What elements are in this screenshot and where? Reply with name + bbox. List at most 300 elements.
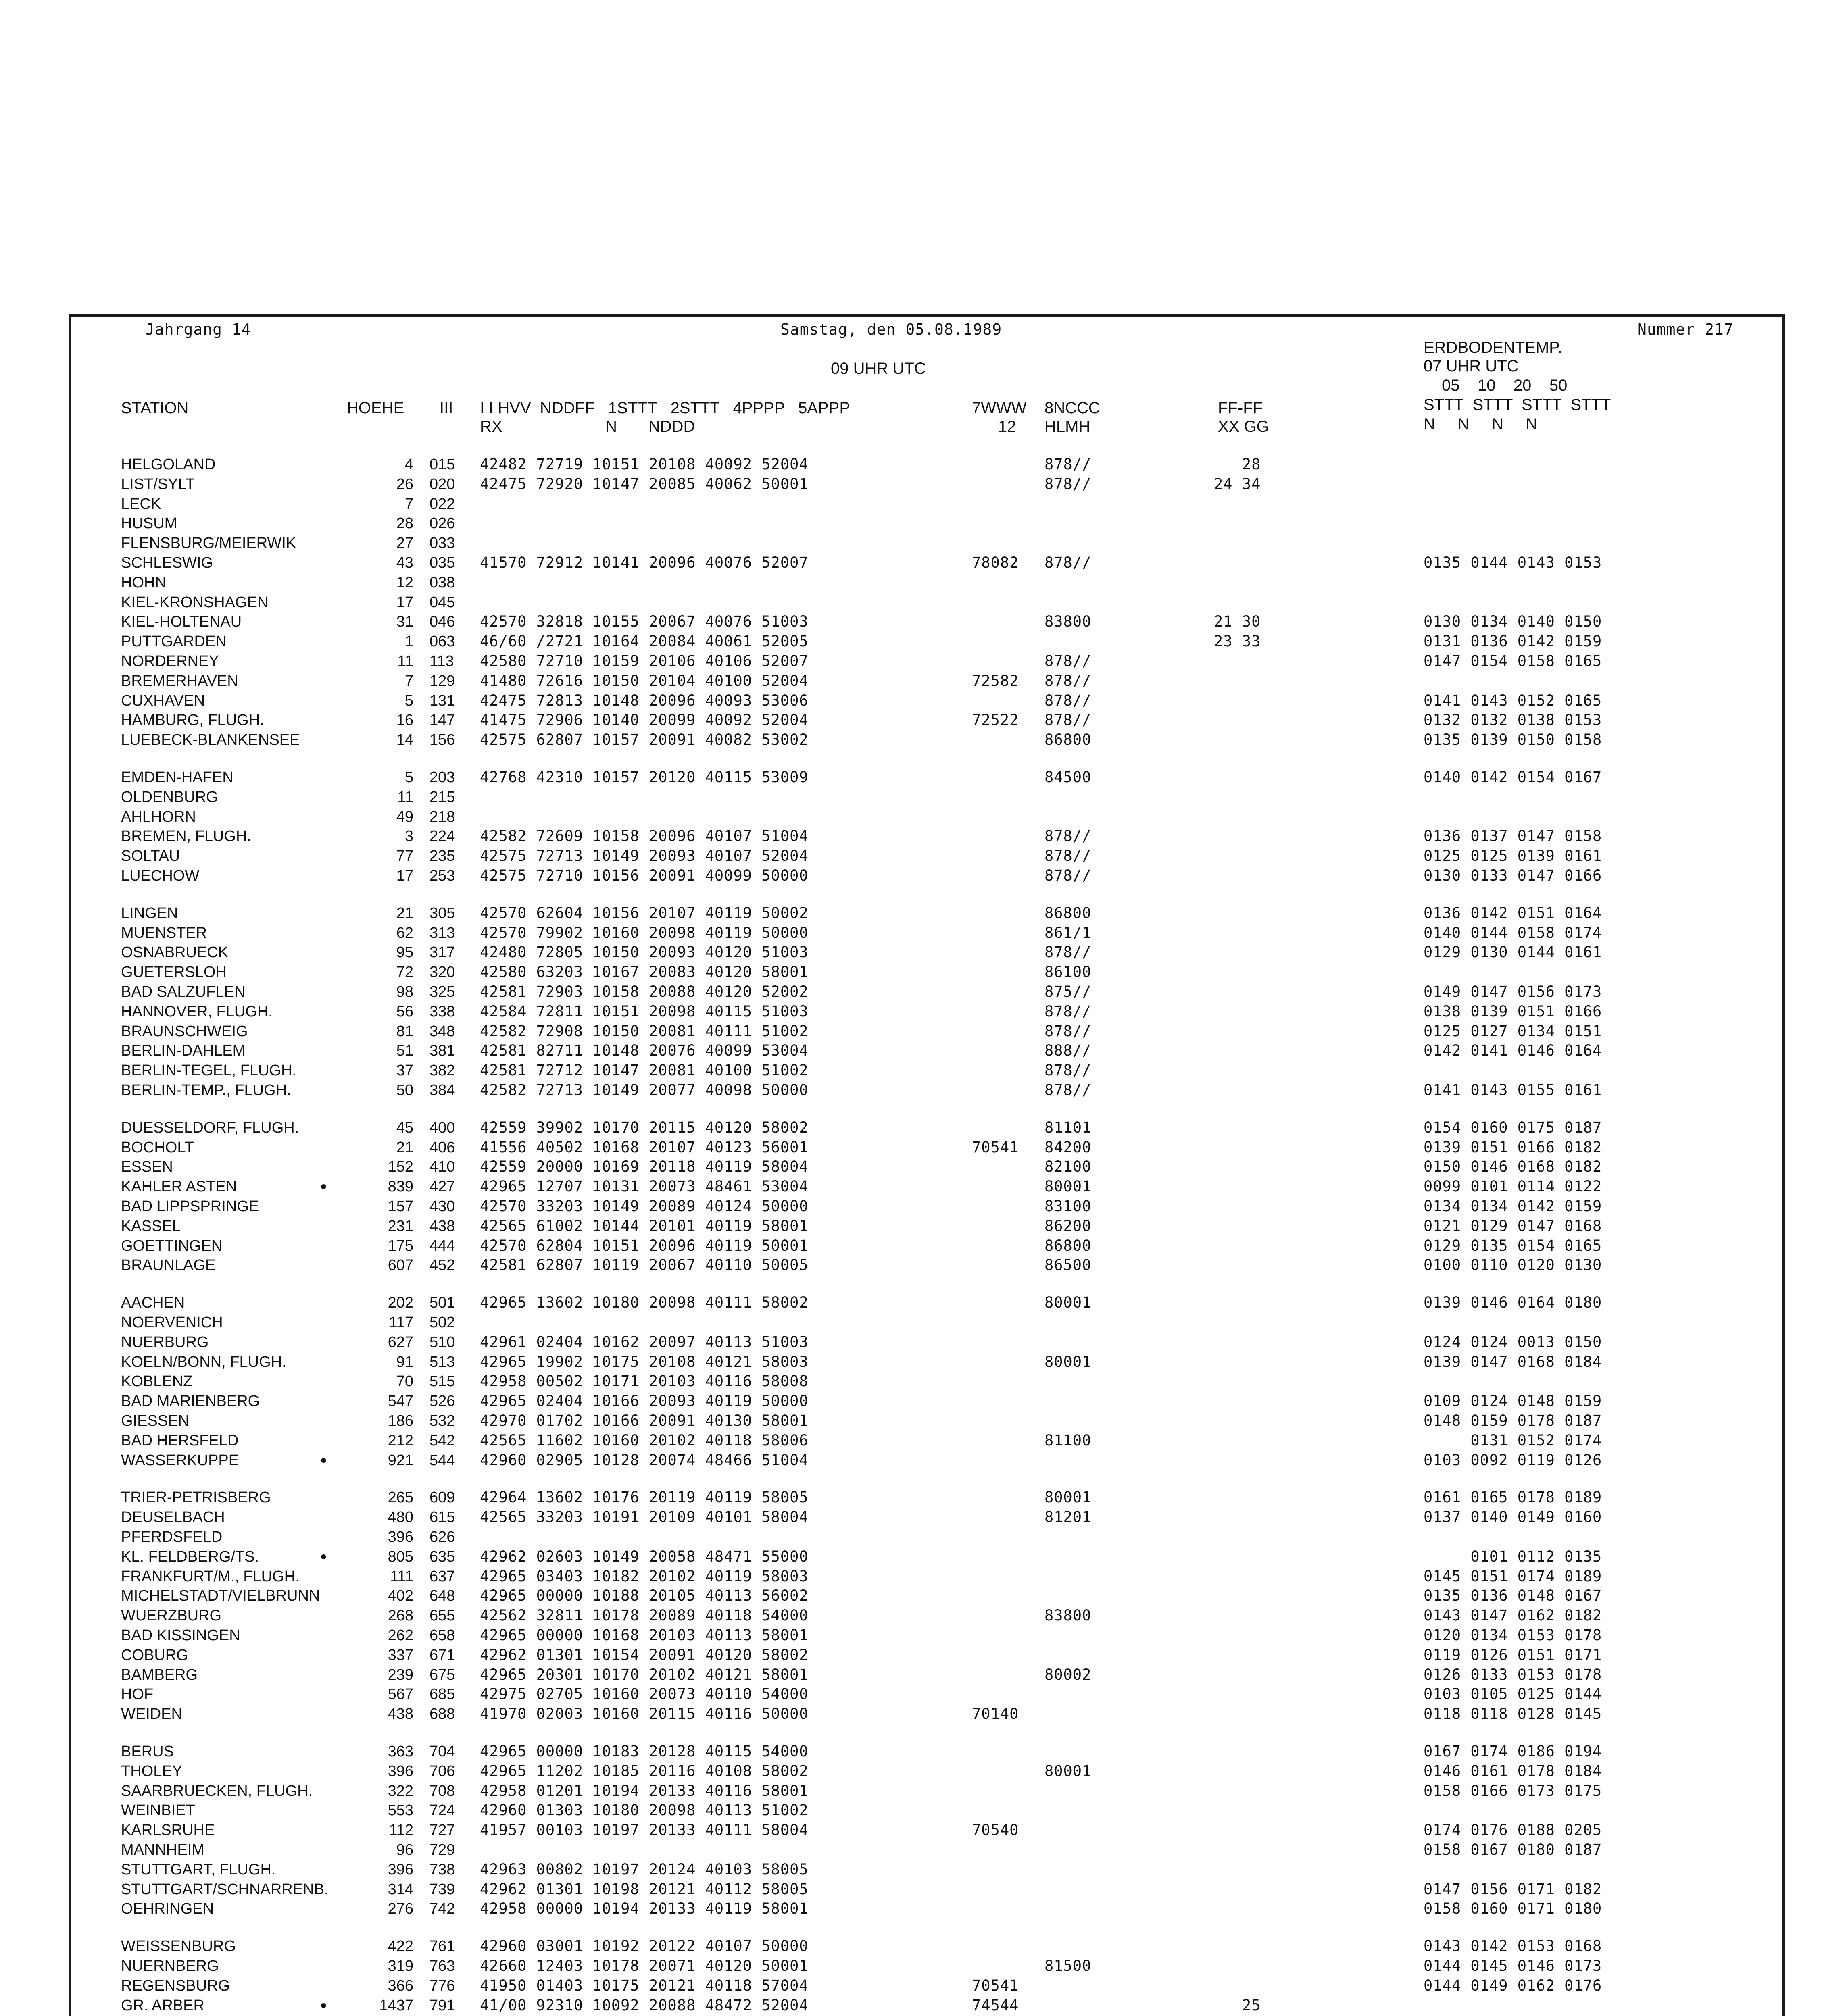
table-row — [0, 671, 1845, 691]
station-name: LUEBECK-BLANKENSEE — [121, 731, 300, 749]
station-index: 430 — [429, 1198, 455, 1215]
soil-temperatures: 0132 0132 0138 0153 — [1424, 711, 1602, 729]
cloud-group: 80001 — [1044, 1178, 1092, 1195]
station-index: 688 — [429, 1706, 455, 1723]
soil-temperatures: 0137 0140 0149 0160 — [1424, 1508, 1602, 1526]
station-name: LIST/SYLT — [121, 475, 195, 493]
synop-groups: 42582 72609 10158 20096 40107 51004 — [480, 827, 809, 845]
soil-temperatures: 0125 0127 0134 0151 — [1424, 1022, 1602, 1040]
station-index: 452 — [429, 1257, 455, 1274]
station-index: 626 — [429, 1529, 455, 1545]
station-height: 3 — [404, 828, 413, 845]
station-index: 015 — [429, 456, 455, 473]
station-height: 607 — [388, 1257, 413, 1274]
station-height: 111 — [390, 1568, 413, 1585]
synop-groups: 42565 33203 10191 20109 40101 58004 — [480, 1508, 809, 1526]
station-name: WEIDEN — [121, 1706, 182, 1723]
soil-temp-title: ERDBODENTEMP. — [1424, 339, 1562, 356]
cloud-group: 80001 — [1044, 1489, 1092, 1506]
table-row — [0, 475, 1845, 494]
synop-groups: 42570 32818 10155 20067 40076 51003 — [480, 613, 809, 631]
station-index: 400 — [429, 1119, 455, 1136]
synop-groups: 42660 12403 10178 20071 40120 50001 — [480, 1957, 809, 1974]
station-name: HOF — [121, 1686, 154, 1703]
mountain-station-marker: • — [321, 1450, 327, 1470]
station-name: COBURG — [121, 1646, 188, 1664]
station-index: 113 — [429, 653, 454, 670]
mountain-station-marker: • — [321, 1995, 327, 2015]
mountain-station-marker: • — [321, 1547, 327, 1566]
synop-groups: 41970 02003 10160 20115 40116 50000 — [480, 1705, 809, 1723]
station-height: 112 — [389, 1822, 413, 1839]
station-index: 742 — [429, 1900, 455, 1918]
station-height: 45 — [396, 1119, 413, 1136]
soil-temperatures: 0131 0136 0142 0159 — [1424, 633, 1602, 650]
weather-group: 70540 — [972, 1821, 1019, 1839]
station-name: TRIER-PETRISBERG — [121, 1489, 271, 1506]
table-row — [0, 1860, 1845, 1879]
soil-temperatures: 0140 0144 0158 0174 — [1424, 924, 1602, 941]
station-name: OLDENBURG — [121, 788, 218, 806]
table-row — [0, 1197, 1845, 1216]
col-ff: FF-FF — [1218, 399, 1263, 417]
synop-groups: 42965 13602 10180 20098 40111 58002 — [480, 1294, 809, 1312]
station-index: 513 — [429, 1353, 455, 1370]
station-height: 95 — [396, 944, 413, 961]
synop-groups: 42570 62604 10156 20107 40119 50002 — [480, 904, 809, 922]
station-height: 7 — [404, 672, 413, 689]
synop-groups: 42960 01303 10180 20098 40113 51002 — [480, 1801, 809, 1819]
table-row — [0, 1352, 1845, 1372]
station-height: 262 — [388, 1627, 413, 1644]
station-index: 708 — [429, 1782, 455, 1799]
station-height: 268 — [388, 1607, 413, 1624]
station-index: 381 — [429, 1042, 455, 1060]
soil-temperatures: 0138 0139 0151 0166 — [1424, 1002, 1602, 1020]
synop-groups: 42580 63203 10167 20083 40120 58001 — [480, 963, 809, 981]
station-name: HAMBURG, FLUGH. — [121, 712, 264, 729]
station-name: OSNABRUECK — [121, 944, 229, 961]
synop-groups: 42475 72813 10148 20096 40093 53006 — [480, 691, 809, 709]
station-index: 444 — [429, 1237, 455, 1254]
soil-temperatures: 0100 0110 0120 0130 — [1424, 1256, 1602, 1274]
soil-temperatures: 0161 0165 0178 0189 — [1424, 1489, 1602, 1506]
station-height: 402 — [388, 1587, 413, 1605]
station-height: 28 — [396, 515, 413, 532]
cloud-group: 81500 — [1044, 1957, 1092, 1974]
station-index: 515 — [429, 1373, 455, 1390]
station-height: 422 — [388, 1938, 413, 1955]
station-height: 1437 — [379, 1997, 413, 2014]
station-index: 763 — [429, 1958, 455, 1974]
synop-groups: 42580 72710 10159 20106 40106 52007 — [480, 652, 809, 670]
station-index: 706 — [429, 1762, 455, 1780]
station-name: BAD KISSINGEN — [121, 1627, 240, 1644]
station-index: 305 — [429, 904, 455, 922]
station-index: 046 — [429, 613, 455, 631]
cloud-group: 878// — [1044, 475, 1092, 493]
soil-temperatures: 0149 0147 0156 0173 — [1424, 983, 1602, 1000]
station-height: 12 — [396, 574, 413, 591]
station-height: 31 — [396, 613, 413, 631]
station-height: 14 — [396, 731, 413, 749]
table-row — [0, 1293, 1845, 1312]
synop-groups: 42965 20301 10170 20102 40121 58001 — [480, 1666, 809, 1683]
cloud-group: 861/1 — [1044, 924, 1092, 941]
synop-groups: 42565 11602 10160 20102 40118 58006 — [480, 1431, 809, 1449]
soil-temperatures: 0130 0134 0140 0150 — [1424, 613, 1602, 631]
synop-groups: 42965 00000 10188 20105 40113 56002 — [480, 1587, 809, 1605]
station-height: 438 — [388, 1706, 413, 1723]
table-row — [0, 632, 1845, 651]
synop-groups: 42962 01301 10198 20121 40112 58005 — [480, 1880, 809, 1898]
table-row — [0, 982, 1845, 1002]
cloud-group: 80001 — [1044, 1762, 1092, 1780]
table-row — [0, 866, 1845, 885]
station-name: MICHELSTADT/VIELBRUNN — [121, 1587, 320, 1605]
table-row — [0, 1547, 1845, 1566]
weather-group: 78082 — [972, 554, 1019, 571]
station-index: 727 — [429, 1822, 455, 1839]
station-height: 567 — [388, 1686, 413, 1703]
station-height: 37 — [396, 1062, 413, 1079]
soil-temperatures: 0135 0139 0150 0158 — [1424, 731, 1602, 749]
table-row — [0, 1256, 1845, 1275]
station-index: 022 — [429, 495, 455, 512]
soil-temperatures: 0147 0156 0171 0182 — [1424, 1880, 1602, 1898]
table-row — [0, 1157, 1845, 1177]
station-name: BRAUNLAGE — [121, 1257, 216, 1274]
station-name: NUERBURG — [121, 1333, 209, 1351]
weather-group: 70140 — [972, 1705, 1019, 1723]
station-height: 17 — [396, 867, 413, 884]
soil-temperatures: 0101 0112 0135 — [1424, 1547, 1602, 1565]
table-row — [0, 710, 1845, 730]
synop-groups: 42768 42310 10157 20120 40115 53009 — [480, 768, 809, 786]
station-index: 739 — [429, 1881, 455, 1898]
station-name: BAD HERSFELD — [121, 1432, 239, 1449]
station-height: 5 — [404, 692, 413, 709]
table-row — [0, 652, 1845, 671]
synop-groups: 42965 19902 10175 20108 40121 58003 — [480, 1353, 809, 1370]
soil-temperatures: 0121 0129 0147 0168 — [1424, 1217, 1602, 1235]
synop-groups: 42582 72713 10149 20077 40098 50000 — [480, 1081, 809, 1099]
station-height: 322 — [388, 1782, 413, 1799]
table-row — [0, 1451, 1845, 1470]
synop-groups: 42565 61002 10144 20101 40119 58001 — [480, 1217, 809, 1235]
synop-groups: 42965 00000 10168 20103 40113 58001 — [480, 1627, 809, 1644]
table-row — [0, 573, 1845, 592]
station-height: 319 — [388, 1958, 413, 1974]
station-name: WASSERKUPPE — [121, 1452, 239, 1469]
station-height: 4 — [404, 456, 413, 473]
soil-temperatures: 0139 0146 0164 0180 — [1424, 1294, 1602, 1312]
station-index: 224 — [429, 828, 455, 845]
station-name: SOLTAU — [121, 848, 180, 865]
soil-temp-depths: 05 10 20 50 — [1442, 377, 1568, 394]
synop-groups: 42575 72713 10149 20093 40107 52004 — [480, 847, 809, 865]
station-height: 5 — [404, 769, 413, 786]
station-height: 49 — [396, 808, 413, 825]
soil-temperatures: 0136 0137 0147 0158 — [1424, 827, 1602, 845]
station-height: 805 — [388, 1548, 413, 1565]
soil-temperatures: 0167 0174 0186 0194 — [1424, 1743, 1602, 1760]
synop-groups: 42581 82711 10148 20076 40099 53004 — [480, 1042, 809, 1060]
station-index: 542 — [429, 1432, 455, 1449]
synop-groups: 42970 01702 10166 20091 40130 58001 — [480, 1412, 809, 1429]
station-name: DUESSELDORF, FLUGH. — [121, 1119, 299, 1136]
soil-temp-time: 07 UHR UTC — [1424, 357, 1519, 375]
station-name: LUECHOW — [121, 867, 200, 884]
synop-groups: 42559 20000 10169 20118 40119 58004 — [480, 1158, 809, 1176]
station-index: 325 — [429, 983, 455, 1000]
volume-label: Jahrgang 14 — [145, 321, 251, 338]
station-height: 96 — [396, 1841, 413, 1858]
station-index: 235 — [429, 848, 455, 865]
cloud-group: 80002 — [1044, 1666, 1092, 1683]
table-row — [0, 593, 1845, 612]
station-index: 501 — [429, 1294, 455, 1312]
col-iii: III — [440, 399, 453, 417]
synop-groups: 42562 32811 10178 20089 40118 54000 — [480, 1607, 809, 1624]
station-height: 480 — [388, 1509, 413, 1526]
soil-temperatures: 0150 0146 0168 0182 — [1424, 1158, 1602, 1176]
station-name: KOELN/BONN, FLUGH. — [121, 1353, 286, 1370]
col-synop: I I HVV NDDFF 1STTT 2STTT 4PPPP 5APPP — [480, 399, 851, 417]
gust-group: 25 — [1214, 1996, 1261, 2014]
station-name: GIESSEN — [121, 1412, 189, 1429]
synop-groups: 42961 02404 10162 20097 40113 51003 — [480, 1333, 809, 1351]
station-height: 157 — [388, 1198, 413, 1215]
soil-temperatures: 0146 0161 0178 0184 — [1424, 1762, 1602, 1780]
synop-groups: 42965 00000 10183 20128 40115 54000 — [480, 1743, 809, 1760]
col-synop-sub: RX N NDDD — [480, 418, 695, 435]
station-name: KIEL-HOLTENAU — [121, 613, 242, 631]
table-row — [0, 1586, 1845, 1606]
table-row — [0, 787, 1845, 807]
synop-groups: 42962 01301 10154 20091 40120 58002 — [480, 1646, 809, 1664]
table-row — [0, 1313, 1845, 1332]
station-name: PFERDSFELD — [121, 1529, 223, 1545]
synop-groups: 42570 62804 10151 20096 40119 50001 — [480, 1237, 809, 1254]
synop-groups: 41480 72616 10150 20104 40100 52004 — [480, 672, 809, 689]
station-name: THOLEY — [121, 1762, 183, 1780]
cloud-group: 878// — [1044, 1002, 1092, 1020]
table-row — [0, 1567, 1845, 1586]
soil-temperatures: 0154 0160 0175 0187 — [1424, 1118, 1602, 1136]
observation-time: 09 UHR UTC — [831, 360, 926, 377]
station-name: BREMERHAVEN — [121, 672, 238, 689]
table-row — [0, 1372, 1845, 1391]
cloud-group: 82100 — [1044, 1158, 1092, 1176]
synop-groups: 41556 40502 10168 20107 40123 56001 — [480, 1138, 809, 1156]
station-height: 11 — [397, 653, 413, 670]
station-height: 396 — [388, 1529, 413, 1545]
station-index: 526 — [429, 1393, 455, 1410]
station-index: 129 — [429, 672, 455, 689]
station-name: BAD LIPPSPRINGE — [121, 1198, 259, 1215]
station-name: PUTTGARDEN — [121, 633, 227, 650]
station-name: NUERNBERG — [121, 1958, 219, 1974]
station-index: 510 — [429, 1333, 455, 1351]
station-height: 51 — [396, 1042, 413, 1060]
col-7www: 7WWW — [972, 399, 1027, 417]
station-name: HOHN — [121, 574, 166, 591]
table-row — [0, 1002, 1845, 1021]
table-row — [0, 768, 1845, 787]
station-index: 410 — [429, 1158, 455, 1176]
table-row — [0, 904, 1845, 923]
table-row — [0, 1236, 1845, 1256]
issue-number: Nummer 217 — [1637, 321, 1734, 338]
soil-temperatures: 0118 0118 0128 0145 — [1424, 1705, 1602, 1723]
station-height: 21 — [396, 1139, 413, 1156]
station-index: 502 — [429, 1314, 455, 1331]
table-row — [0, 1081, 1845, 1100]
table-row — [0, 923, 1845, 943]
station-name: EMDEN-HAFEN — [121, 769, 233, 786]
col-soil: STTT STTT STTT STTT — [1424, 396, 1611, 414]
station-name: KIEL-KRONSHAGEN — [121, 594, 269, 611]
gust-group: 24 34 — [1214, 475, 1261, 493]
cloud-group: 878// — [1044, 652, 1092, 670]
station-height: 627 — [388, 1333, 413, 1351]
station-index: 020 — [429, 475, 455, 493]
station-height: 921 — [388, 1452, 413, 1469]
soil-temperatures: 0145 0151 0174 0189 — [1424, 1567, 1602, 1585]
synop-groups: 41/00 92310 10092 20088 48472 52004 — [480, 1996, 809, 2014]
station-name: NOERVENICH — [121, 1314, 223, 1331]
soil-temperatures: 0134 0134 0142 0159 — [1424, 1198, 1602, 1215]
station-name: BAD MARIENBERG — [121, 1393, 260, 1410]
cloud-group: 878// — [1044, 672, 1092, 689]
station-name: KASSEL — [121, 1217, 181, 1235]
cloud-group: 83100 — [1044, 1198, 1092, 1215]
soil-temperatures: 0129 0130 0144 0161 — [1424, 943, 1602, 961]
table-row — [0, 730, 1845, 750]
station-height: 26 — [396, 475, 413, 493]
synop-groups: 42960 02905 10128 20074 48466 51004 — [480, 1451, 809, 1469]
station-name: KAHLER ASTEN — [121, 1178, 237, 1195]
table-row — [0, 553, 1845, 573]
station-name: LECK — [121, 495, 161, 512]
station-index: 635 — [429, 1548, 455, 1565]
col-7www-sub: 12 — [998, 418, 1016, 435]
cloud-group: 878// — [1044, 827, 1092, 845]
station-height: 21 — [396, 904, 413, 922]
col-8nccc: 8NCCC — [1044, 399, 1100, 417]
soil-temperatures: 0139 0147 0168 0184 — [1424, 1353, 1602, 1370]
cloud-group: 878// — [1044, 691, 1092, 709]
synop-groups: 42581 72712 10147 20081 40100 51002 — [480, 1062, 809, 1079]
table-row — [0, 1742, 1845, 1761]
station-name: BERLIN-TEGEL, FLUGH. — [121, 1062, 296, 1079]
synop-groups: 42480 72805 10150 20093 40120 51003 — [480, 943, 809, 961]
table-row — [0, 1665, 1845, 1685]
station-height: 839 — [388, 1178, 413, 1195]
soil-temperatures: 0124 0124 0013 0150 — [1424, 1333, 1602, 1351]
station-index: 729 — [429, 1841, 455, 1858]
station-height: 239 — [388, 1666, 413, 1683]
station-height: 366 — [388, 1977, 413, 1994]
weather-group: 70541 — [972, 1138, 1019, 1156]
cloud-group: 878// — [1044, 943, 1092, 961]
station-index: 704 — [429, 1743, 455, 1760]
gust-group: 28 — [1214, 456, 1261, 473]
station-index: 338 — [429, 1003, 455, 1020]
col-soil-sub: N N N N — [1424, 415, 1538, 433]
soil-temperatures: 0147 0154 0158 0165 — [1424, 652, 1602, 670]
table-row — [0, 1880, 1845, 1899]
station-name: ESSEN — [121, 1158, 173, 1176]
cloud-group: 80001 — [1044, 1353, 1092, 1370]
weather-group: 72522 — [972, 711, 1019, 729]
station-height: 98 — [396, 983, 413, 1000]
cloud-group: 86800 — [1044, 1237, 1092, 1254]
table-row — [0, 1704, 1845, 1724]
cloud-group: 86800 — [1044, 904, 1092, 922]
station-name: GR. ARBER — [121, 1997, 204, 2014]
station-height: 72 — [396, 964, 413, 981]
synop-groups: 41475 72906 10140 20099 40092 52004 — [480, 711, 809, 729]
table-row — [0, 1411, 1845, 1431]
station-name: AACHEN — [121, 1294, 185, 1312]
soil-temperatures: 0135 0136 0148 0167 — [1424, 1587, 1602, 1605]
cloud-group: 878// — [1044, 1022, 1092, 1040]
table-row — [0, 1333, 1845, 1352]
station-index: 253 — [429, 867, 455, 884]
soil-temperatures: 0103 0105 0125 0144 — [1424, 1685, 1602, 1703]
station-name: BOCHOLT — [121, 1139, 194, 1156]
cloud-group: 83800 — [1044, 613, 1092, 631]
station-index: 438 — [429, 1217, 455, 1235]
table-row — [0, 1061, 1845, 1080]
col-hoehe: HOEHE — [347, 399, 404, 417]
station-height: 50 — [396, 1082, 413, 1099]
station-height: 363 — [388, 1743, 413, 1760]
synop-groups: 42965 12707 10131 20073 48461 53004 — [480, 1178, 809, 1195]
soil-temperatures: 0143 0147 0162 0182 — [1424, 1607, 1602, 1624]
cloud-group: 878// — [1044, 456, 1092, 473]
station-name: WEISSENBURG — [121, 1938, 236, 1955]
station-height: 396 — [388, 1762, 413, 1780]
station-name: MUENSTER — [121, 924, 207, 941]
station-height: 231 — [388, 1217, 413, 1235]
synop-groups: 42965 11202 10185 20116 40108 58002 — [480, 1762, 809, 1780]
col-station: STATION — [121, 399, 189, 417]
table-row — [0, 1041, 1845, 1060]
station-name: KL. FELDBERG/TS. — [121, 1548, 259, 1565]
station-index: 761 — [429, 1938, 455, 1955]
col-8nccc-sub: HLMH — [1044, 418, 1090, 435]
station-index: 532 — [429, 1412, 455, 1429]
table-row — [0, 1527, 1845, 1547]
synop-groups: 42482 72719 10151 20108 40092 52004 — [480, 456, 809, 473]
station-height: 396 — [388, 1861, 413, 1878]
gust-group: 21 30 — [1214, 613, 1261, 631]
table-row — [0, 1685, 1845, 1704]
station-name: SAARBRUECKEN, FLUGH. — [121, 1782, 313, 1799]
station-height: 62 — [396, 924, 413, 941]
synop-groups: 42570 33203 10149 20089 40124 50000 — [480, 1198, 809, 1215]
soil-temperatures: 0158 0160 0171 0180 — [1424, 1900, 1602, 1918]
soil-temperatures: 0158 0166 0173 0175 — [1424, 1782, 1602, 1799]
station-index: 320 — [429, 964, 455, 981]
station-name: NORDERNEY — [121, 653, 219, 670]
station-name: BERUS — [121, 1743, 174, 1760]
cloud-group: 888// — [1044, 1042, 1092, 1060]
soil-temperatures: 0158 0167 0180 0187 — [1424, 1841, 1602, 1858]
